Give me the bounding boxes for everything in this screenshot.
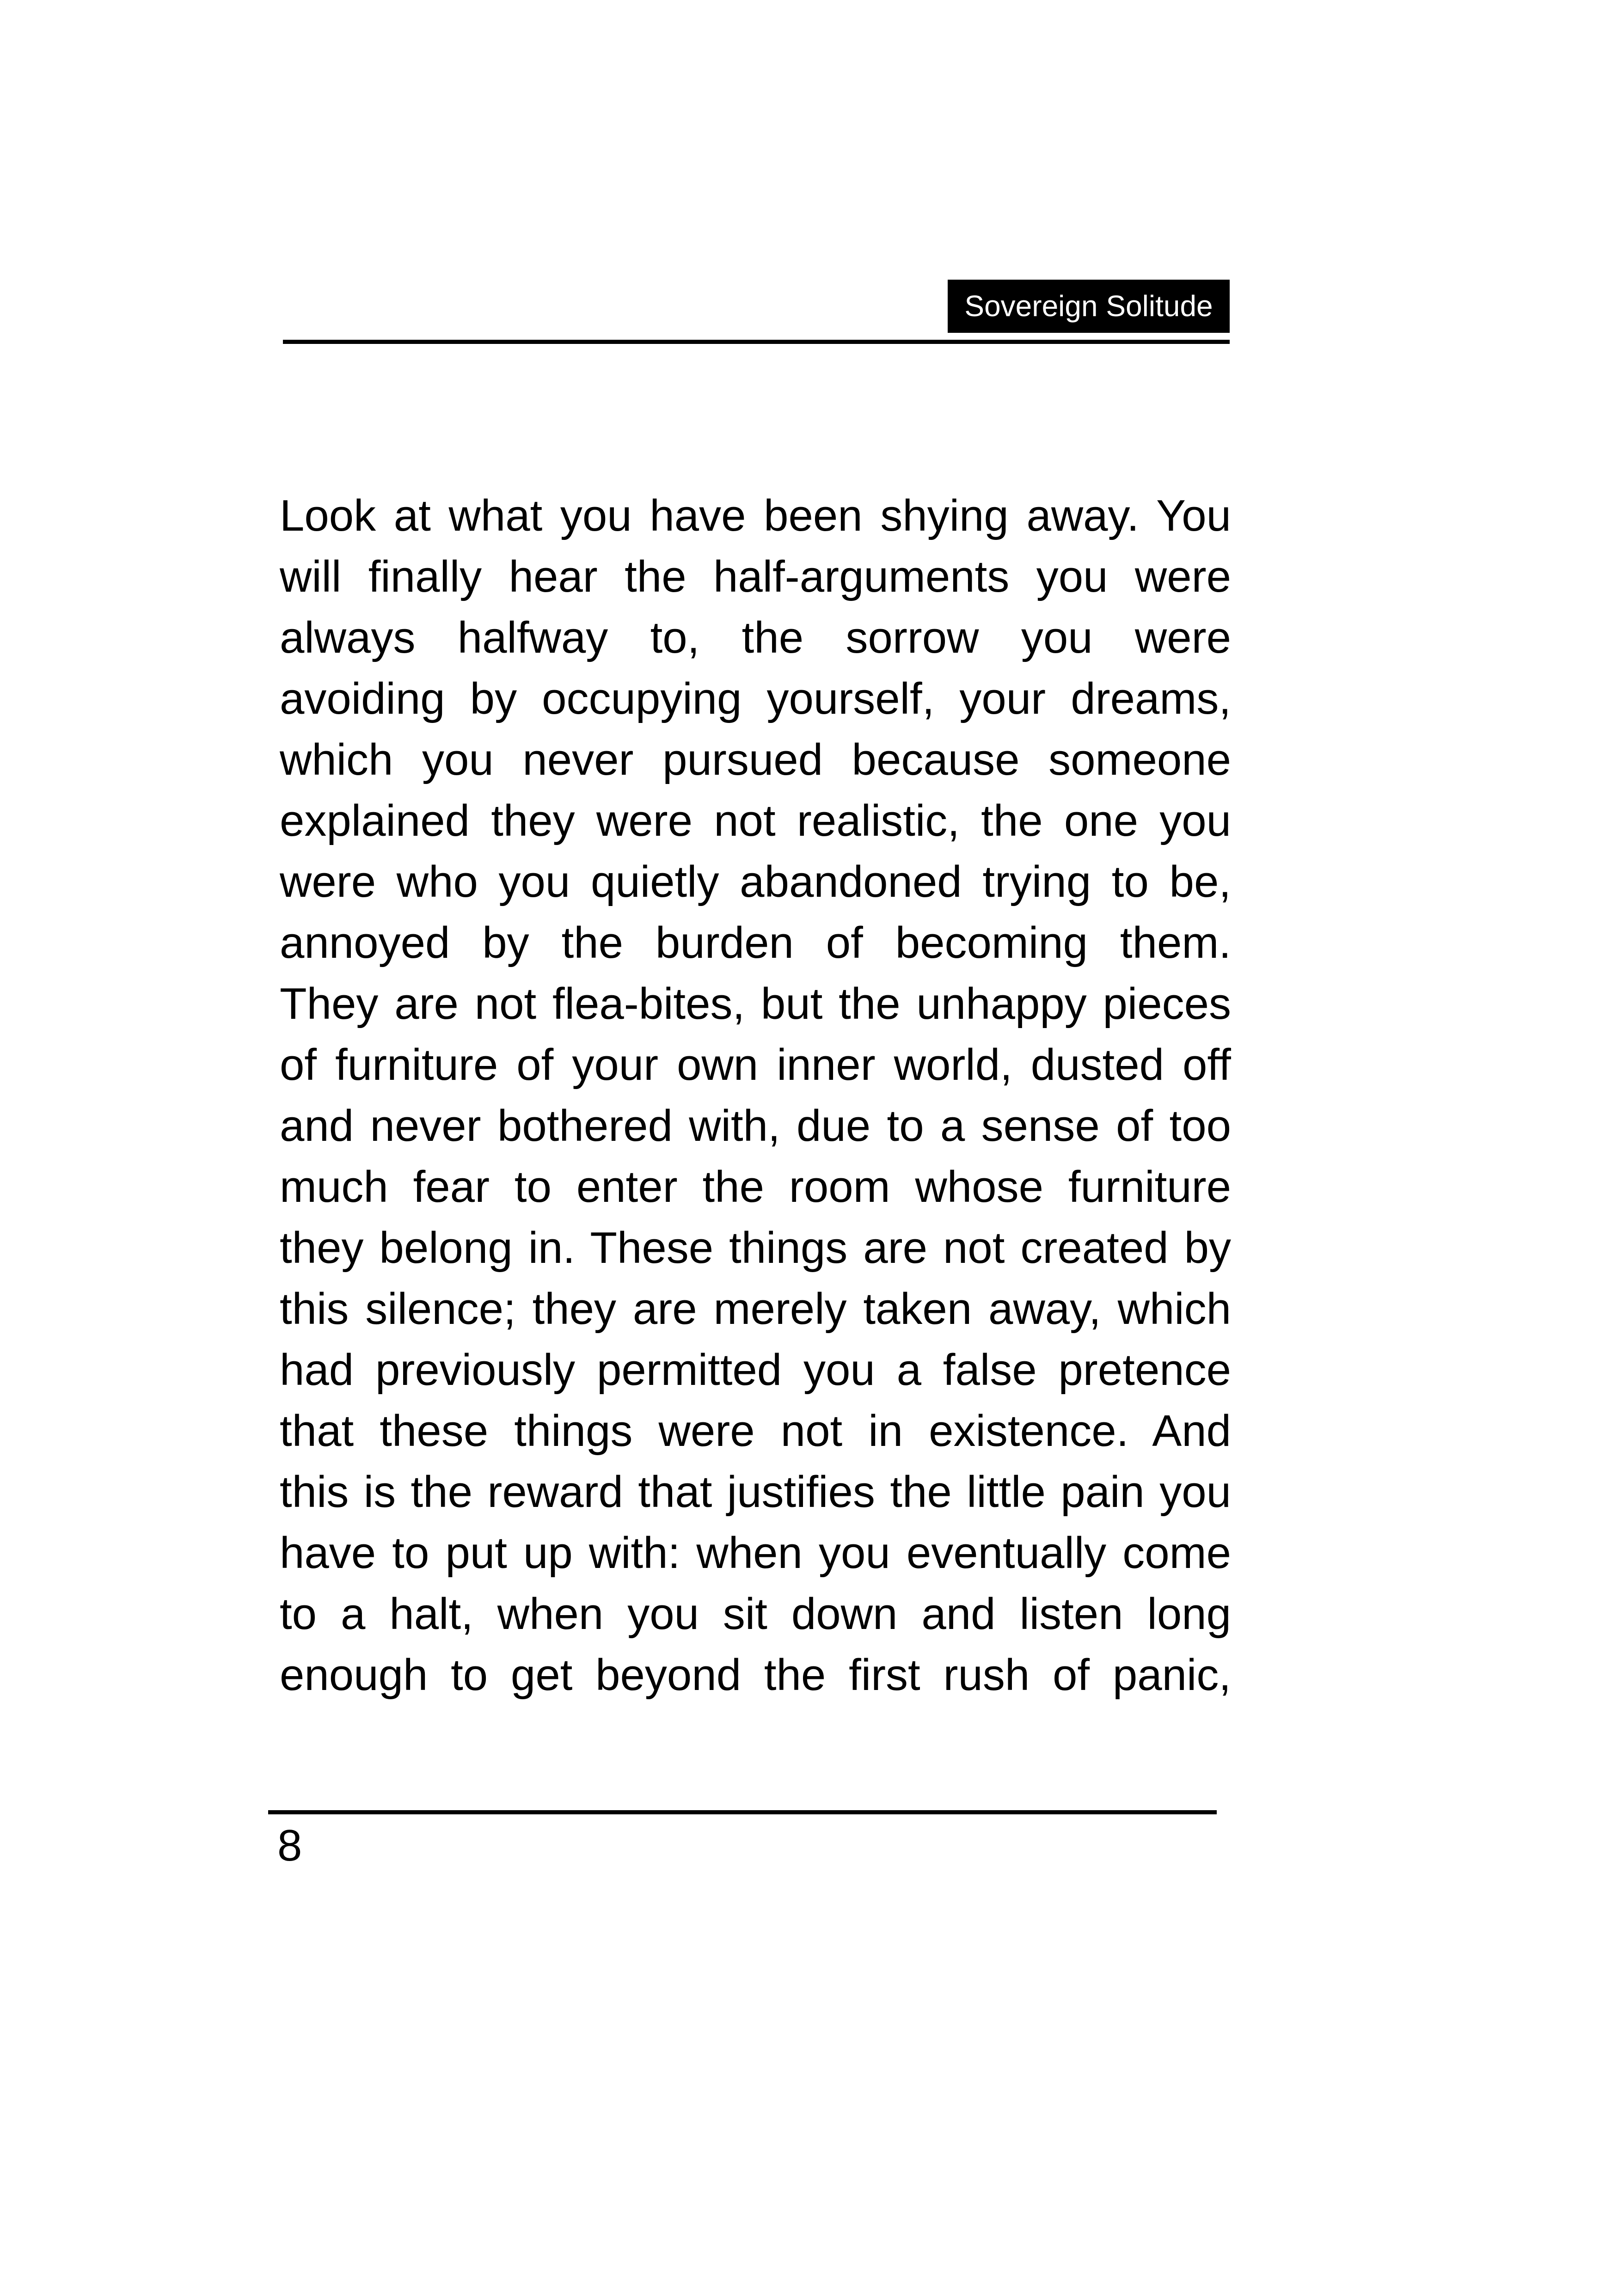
text-line-17: this is the reward that justifies the little pain you — [280, 1467, 1231, 1517]
text-line-19: to a halt, when you sit down and listen long — [280, 1589, 1231, 1639]
text-line-20: enough to get beyond the first rush of panic, — [280, 1650, 1231, 1700]
text-line-12: much fear to enter the room whose furniture — [280, 1162, 1231, 1212]
text-line-6: explained they were not realistic, the one you — [280, 796, 1231, 845]
page-number: 8 — [277, 1821, 302, 1870]
text-line-18: have to put up with: when you eventually come — [280, 1528, 1231, 1578]
header-rule — [283, 340, 1230, 344]
running-header-title: Sovereign Solitude — [948, 280, 1230, 333]
text-line-9: They are not flea-bites, but the unhappy pieces — [280, 979, 1231, 1029]
text-line-11: and never bothered with, due to a sense of too — [280, 1101, 1231, 1151]
text-line-7: were who you quietly abandoned trying to be, — [280, 857, 1231, 906]
text-line-8: annoyed by the burden of becoming them. — [280, 918, 1231, 967]
text-line-3: always halfway to, the sorrow you were — [280, 613, 1231, 662]
text-line-1: Look at what you have been shying away. You — [280, 491, 1231, 540]
text-line-4: avoiding by occupying yourself, your dreams, — [280, 674, 1231, 723]
footer-rule — [268, 1810, 1217, 1814]
text-line-5: which you never pursued because someone — [280, 735, 1231, 784]
text-line-16: that these things were not in existence. And — [280, 1406, 1231, 1456]
text-line-14: this silence; they are merely taken away, which — [280, 1284, 1231, 1334]
text-line-13: they belong in. These things are not created by — [280, 1223, 1231, 1273]
body-text — [280, 485, 1231, 1706]
text-line-2: will finally hear the half-arguments you were — [280, 552, 1231, 601]
text-line-15: had previously permitted you a false pretence — [280, 1345, 1231, 1395]
text-line-10: of furniture of your own inner world, dusted off — [280, 1040, 1231, 1090]
